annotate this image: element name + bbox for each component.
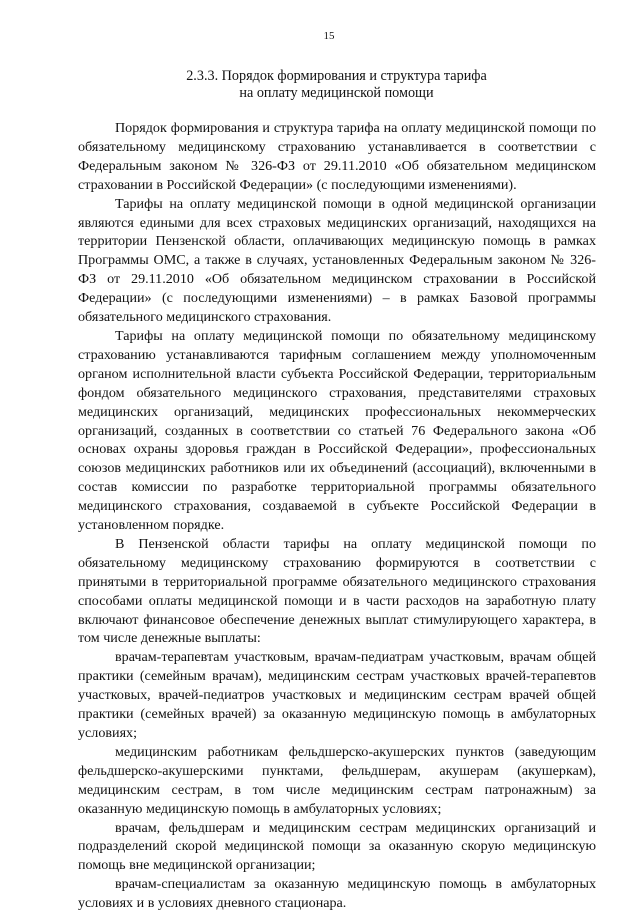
page-number: 15 <box>323 30 335 42</box>
list-item: врачам, фельдшерам и медицинским сестрам медицинских организаций и подразделений скорой медицинской помощи за оказанную скорую медицинскую помощь вне медицинской организации; <box>78 819 596 874</box>
paragraph: Порядок формирования и структура тарифа на оплату медицинской помощи по обязательному медицинскому страхованию устанавливается в соответствии с Федеральным законом № 326-ФЗ от 29.11.2010 «Об обязательном медицинском страховании в Российской Федерации» (с последующими изменениями). <box>78 120 596 193</box>
section-heading-line-1: 2.3.3. Порядок формирования и структура тарифа <box>186 68 487 84</box>
paragraph: Тарифы на оплату медицинской помощи в одной медицинской организации являются едиными для всех страховых медицинских организаций, находящихся на территории Пензенской области, оплачивающих медицинскую помощь в рамках Программы ОМС, а также в случаях, установленных Федеральным законом № 326-ФЗ от 29.11.2010 «Об обязательном медицинском страховании в Российской Федерации» (с последующими изменениями) – в рамках Базовой программы обязательного медицинского страхования. <box>78 195 596 326</box>
paragraph: В Пензенской области тарифы на оплату медицинской помощи по обязательному медицинскому страхованию формируются в соответствии с принятыми в территориальной программе обязательного медицинского страхования способами оплаты медицинской помощи и в части расходов на заработную плату включают финансовое обеспечение денежных выплат стимулирующего характера, в том числе денежные выплаты: <box>78 535 596 647</box>
list-item: медицинским работникам фельдшерско-акушерских пунктов (заведующим фельдшерско-акушерскими пунктами, фельдшерам, акушерам (акушеркам), медицинским сестрам, в том числе медицинским сестрам патронажным) за оказанную медицинскую помощь в амбулаторных условиях; <box>78 743 596 817</box>
list-item: врачам-терапевтам участковым, врачам-педиатрам участковым, врачам общей практики (семейным врачам), медицинским сестрам участковых врачей-терапевтов участковых, врачей-педиатров участковых и медицинским сестрам врачей общей практики (семейных врачей) за оказанную медицинскую помощь в амбулаторных условиях; <box>78 649 596 741</box>
body-text <box>78 119 596 913</box>
list-item: врачам-специалистам за оказанную медицинскую помощь в амбулаторных условиях и в условиях дневного стационара. <box>78 876 596 912</box>
section-heading-line-2: на оплату медицинской помощи <box>239 84 434 101</box>
section-heading <box>78 68 595 101</box>
paragraph: Тарифы на оплату медицинской помощи по обязательному медицинскому страхованию устанавливаются тарифным соглашением между уполномоченным органом исполнительной власти субъекта Российской Федерации, территориальным фондом обязательного медицинского страхования, представителями страховых медицинских организаций, медицинских профессиональных некоммерческих организаций, созданных в соответствии со статьей 76 Федерального закона «Об основах охраны здоровья граждан в Российской Федерации», профессиональных союзов медицинских работников или их объединений (ассоциаций), включенными в состав комиссии по разработке территориальной программы обязательного медицинского страхования, создаваемой в субъекте Российской Федерации в установленном порядке. <box>78 327 596 534</box>
